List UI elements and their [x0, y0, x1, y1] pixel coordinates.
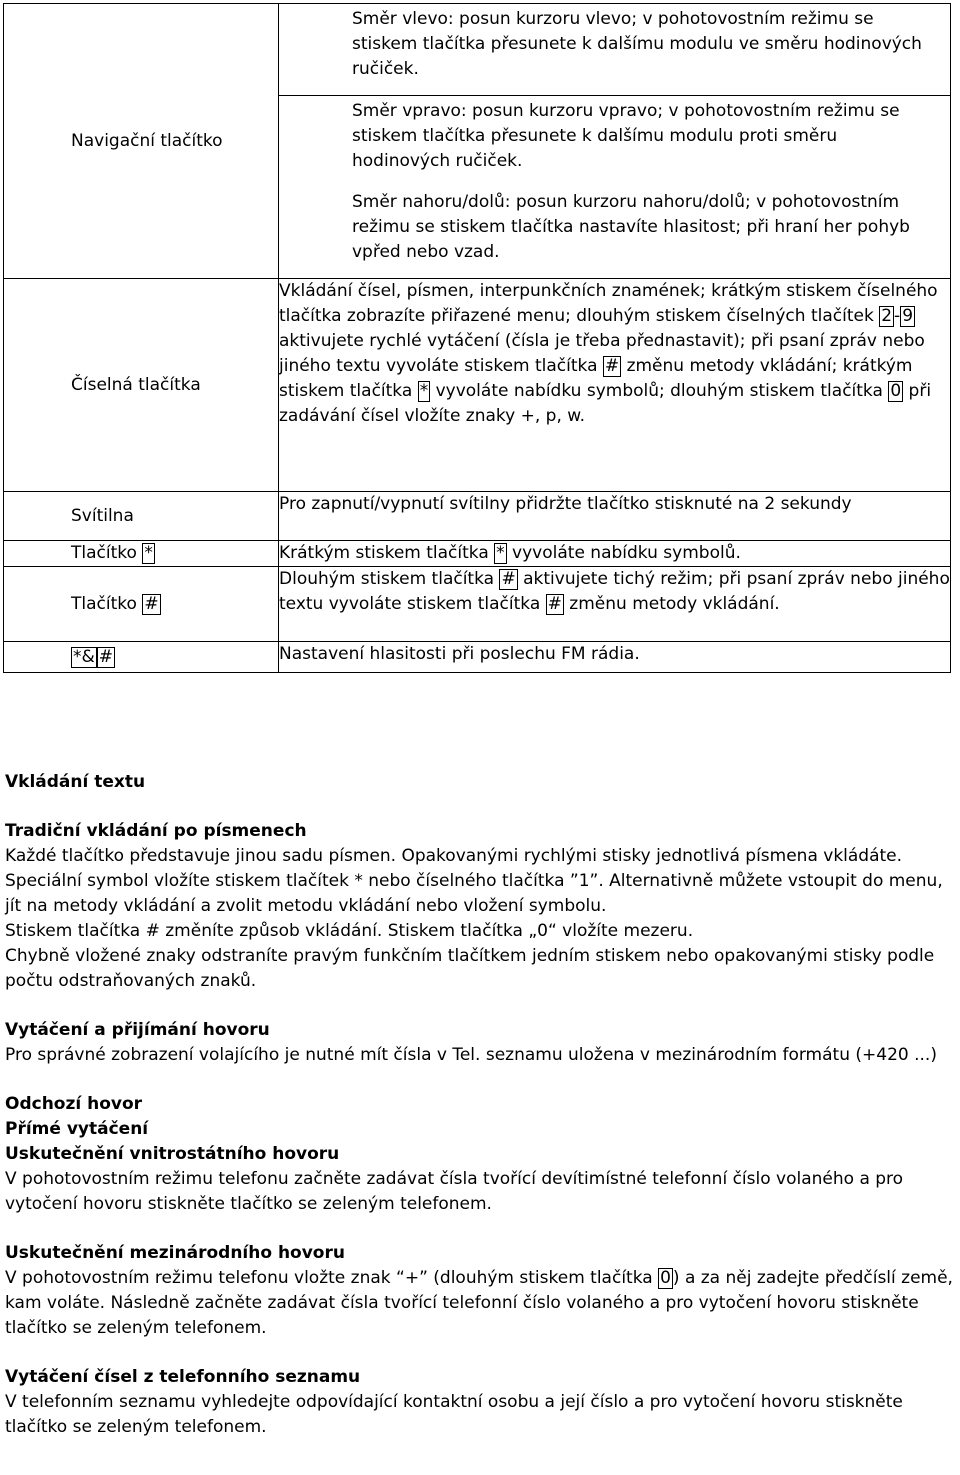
desc-flashlight: Pro zapnutí/vypnutí svítilny přidržte tlačítko stisknuté na 2 sekundy: [279, 494, 852, 514]
star-amp-key-icon: *&: [73, 646, 95, 667]
desc-numeric-part5: při zadávání čísel vložíte znaky +, p, w.: [279, 381, 932, 426]
label-cell-star: [4, 541, 279, 567]
traditional-para-3: Chybně vložené znaky odstraníte pravým funkčním tlačítkem jedním stiskem nebo opakovanými stisky podle počtu odstraňovaných znaků.: [5, 946, 935, 991]
desc-cell-flashlight: [279, 492, 951, 541]
desc-hash: [279, 567, 950, 617]
heading-phonebook-dial: Vytáčení čísel z telefonního seznamu: [5, 1367, 361, 1387]
key-hash-icon: #: [604, 356, 620, 376]
desc-cell-nav-left: [279, 4, 951, 96]
desc-nav-left: Směr vlevo: posun kurzoru vlevo; v pohotovostním režimu se stiskem tlačítka přesunete k dalšímu modulu ve směru hodinových ručiček.: [352, 9, 922, 79]
phonebook-para: V telefonním seznamu vyhledejte odpovídající kontaktní osobu a její číslo a pro vytočení hovoru stiskněte tlačítko se zeleným telefonem.: [5, 1392, 903, 1437]
heading-calling: Vytáčení a přijímání hovoru: [5, 1020, 270, 1040]
hash-key-inline-icon: #: [501, 569, 516, 589]
label-cell-numeric: [4, 279, 279, 492]
key-0-icon: 0: [890, 381, 902, 401]
hash-combo-key-icon: #: [98, 646, 114, 667]
label-star: [4, 541, 278, 566]
desc-combo: Nastavení hlasitosti při poslechu FM rádia.: [279, 644, 640, 664]
heading-international-call: Uskutečnění mezinárodního hovoru: [5, 1243, 345, 1263]
label-cell-navigation: [4, 4, 279, 279]
hash-key-icon: #: [144, 593, 159, 614]
label-hash: [4, 592, 278, 617]
desc-star-part2: vyvoláte nabídku symbolů.: [506, 543, 741, 563]
desc-star: [279, 541, 950, 566]
desc-numeric-part2: aktivujete rychlé vytáčení (čísla je třeba přednastavit); při psaní zpráv nebo jiného textu vyvoláte stiskem tlačítka: [279, 331, 925, 376]
heading-domestic-call: Uskutečnění vnitrostátního hovoru: [5, 1144, 340, 1164]
label-cell-combo: [4, 642, 279, 673]
desc-cell-numeric: [279, 279, 951, 492]
document-body: [5, 770, 955, 1440]
desc-cell-star: [279, 541, 951, 567]
desc-numeric-part1: Vkládání čísel, písmen, interpunkčních znamének; krátkým stiskem číselného tlačítka zobrazíte přiřazené menu; dlouhým stiskem číselných tlačítek: [279, 281, 938, 326]
label-combo: [4, 645, 278, 670]
hash-key-inline-2-icon: #: [547, 594, 562, 614]
label-navigation: Navigační tlačítko: [71, 130, 223, 151]
desc-star-part1: Krátkým stiskem tlačítka: [279, 543, 495, 563]
calling-para-1: Pro správné zobrazení volajícího je nutné mít čísla v Tel. seznamu uložena v mezinárodním formátu (+420 ...): [5, 1045, 937, 1065]
traditional-para-1: Každé tlačítko představuje jinou sadu písmen. Opakovanými rychlými stisky jednotlivá písmena vkládáte. Speciální symbol vložíte stiskem tlačítek * nebo číselného tlačítka ”1”. Alternativně můžete vstoupit do menu, jít na metody vkládání a zvolit metodu vkládání nebo vložení symbolu.: [5, 846, 943, 916]
international-part2: ) a za něj zadejte předčíslí země, kam voláte. Následně začněte zadávat čísla tvořící telefonní číslo volaného a pro vytočení hovoru stiskněte tlačítko se zeleným telefonem.: [5, 1268, 953, 1338]
heading-traditional-input: Tradiční vkládání po písmenech: [5, 821, 307, 841]
label-cell-flashlight: [4, 492, 279, 541]
desc-cell-hash: [279, 567, 951, 642]
international-part1: V pohotovostním režimu telefonu vložte znak “+” (dlouhým stiskem tlačítka: [5, 1268, 659, 1288]
label-flashlight: Svítilna: [71, 505, 134, 526]
international-para: [5, 1266, 955, 1341]
domestic-para: V pohotovostním režimu telefonu začněte zadávat čísla tvořící devítimístné telefonní číslo volaného a pro vytočení hovoru stiskněte tlačítko se zeleným telefonem.: [5, 1169, 904, 1214]
star-key-inline-icon: *: [496, 543, 505, 563]
range-dash: -: [894, 306, 901, 326]
desc-numeric-part4: vyvoláte nabídku symbolů; dlouhým stiskem tlačítka: [430, 381, 889, 401]
heading-direct-dial: Přímé vytáčení: [5, 1119, 149, 1139]
key-0-inline-icon: 0: [660, 1268, 671, 1288]
star-key-icon: *: [144, 543, 153, 563]
desc-numeric: [279, 279, 950, 429]
desc-cell-nav-right: [279, 96, 951, 188]
label-star-text: Tlačítko: [71, 543, 143, 563]
desc-nav-right: Směr vpravo: posun kurzoru vpravo; v pohotovostním režimu se stiskem tlačítka přesunete k dalšímu modulu proti směru hodinových ručiček.: [352, 101, 900, 171]
key-star-icon: *: [419, 381, 429, 401]
key-function-table: [3, 3, 951, 673]
heading-text-input: Vkládání textu: [5, 772, 146, 792]
label-cell-hash: [4, 567, 279, 642]
desc-cell-nav-updown: [279, 187, 951, 279]
key-2-icon: 2: [881, 306, 893, 326]
key-9-icon: 9: [902, 306, 914, 326]
desc-cell-combo: [279, 642, 951, 673]
traditional-para-2: Stiskem tlačítka # změníte způsob vkládání. Stiskem tlačítka „0“ vložíte mezeru.: [5, 921, 694, 941]
desc-nav-updown: Směr nahoru/dolů: posun kurzoru nahoru/dolů; v pohotovostním režimu se stiskem tlačítka nastavíte hlasitost; při hraní her pohyb vpřed nebo vzad.: [352, 192, 910, 262]
desc-hash-part1: Dlouhým stiskem tlačítka: [279, 569, 500, 589]
heading-outgoing-call: Odchozí hovor: [5, 1094, 143, 1114]
label-numeric: Číselná tlačítka: [71, 374, 201, 395]
desc-hash-part3: změnu metody vkládání.: [563, 594, 780, 614]
desc-hash-part2: aktivujete tichý režim; při psaní zpráv nebo jiného textu vyvoláte stiskem tlačítka: [279, 569, 950, 614]
desc-numeric-part3: změnu metody vkládání; krátkým stiskem tlačítka: [279, 356, 913, 401]
label-hash-text: Tlačítko: [71, 593, 143, 614]
